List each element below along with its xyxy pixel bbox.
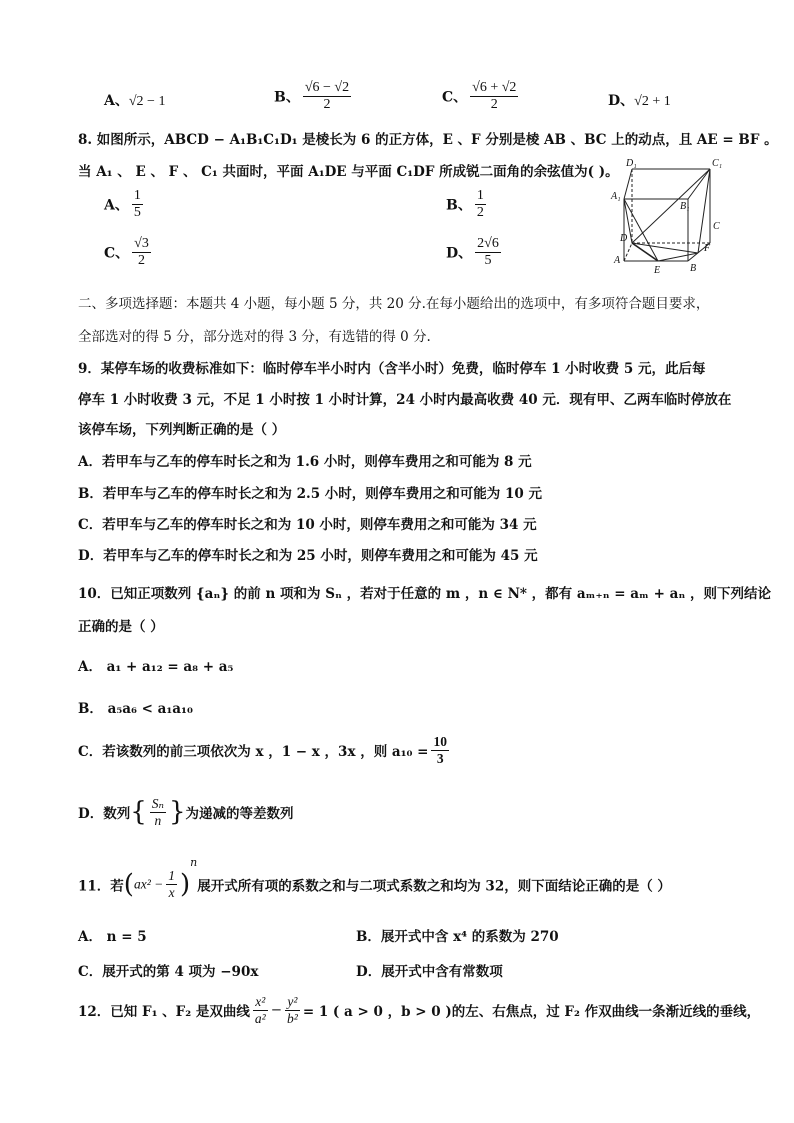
q11-pre: 11．若 [78, 878, 124, 895]
q9-line-3: 该停车场，下列判断正确的是（ ） [78, 422, 286, 438]
q11-option-c: C．展开式的第 4 项为 −90x [78, 964, 259, 980]
q7-option-b [274, 80, 354, 113]
cube-section-line [624, 199, 658, 261]
fig-label-f: F [704, 243, 711, 254]
q7-c-label: C、 [442, 89, 468, 106]
q8-d-label: D、 [446, 245, 473, 262]
cube-section-line [632, 169, 710, 243]
q8-a-fraction [132, 188, 143, 221]
q7-c-fraction [470, 80, 518, 113]
q8-line-2: 当 A₁ 、 E 、 F 、 C₁ 共面时，平面 A₁DE 与平面 C₁DF 所成锐二面角的余弦值为( )。 [78, 164, 619, 180]
fig-label-d1: D₁ [626, 158, 637, 169]
q10-option-d [78, 796, 294, 828]
cube-section-line [632, 243, 658, 261]
fig-label-c1: C₁ [712, 158, 723, 169]
q11-right-paren: ) [179, 869, 191, 900]
q8-c-den: 2 [138, 253, 145, 269]
q12-num-2: y² [285, 994, 300, 1011]
q12-stem [78, 994, 760, 1026]
q9-line-2: 停车 1 小时收费 3 元，不足 1 小时按 1 小时计算，24 小时内最高收费 40 元．现有甲、乙两车临时停放在 [78, 392, 732, 408]
q7-c-num: √6 + √2 [470, 80, 518, 97]
q11-expr: ax² − [133, 876, 164, 892]
cube-section-line [698, 169, 710, 253]
fig-label-a: A [614, 255, 621, 266]
q10-d-right-brace: } [169, 797, 186, 828]
section2-line-2: 全部选对的得 5 分，部分选对的得 3 分，有选错的得 0 分. [78, 329, 431, 345]
q8-c-fraction [132, 236, 151, 269]
fig-label-e: E [654, 265, 661, 276]
q11-frac-num: 1 [168, 868, 175, 884]
q10-c-text: C．若该数列的前三项依次为 x ，1 − x ，3x ，则 a₁₀ = [78, 744, 429, 761]
q12-fraction-x [253, 994, 268, 1026]
q8-b-den: 2 [476, 205, 484, 221]
q10-d-num: Sₙ [151, 796, 164, 811]
q10-line-2: 正确的是（ ） [78, 619, 164, 635]
q10-c-den: 3 [436, 750, 444, 766]
q11-option-d: D．展开式中含有常数项 [356, 964, 503, 980]
q11-option-b: B．展开式中含 x⁴ 的系数为 270 [356, 929, 559, 945]
q10-option-a: A． a₁ + a₁₂ = a₈ + a₅ [78, 659, 234, 675]
q9-option-b: B．若甲车与乙车的停车时长之和为 2.5 小时，则停车费用之和可能为 10 元 [78, 486, 542, 502]
q9-option-d: D．若甲车与乙车的停车时长之和为 25 小时，则停车费用之和可能为 45 元 [78, 548, 538, 564]
q8-b-label: B、 [446, 197, 472, 214]
q11-stem [78, 856, 671, 901]
q10-c-num: 10 [433, 734, 447, 749]
q8-option-a [104, 188, 146, 221]
q11-exponent: n [190, 856, 198, 869]
q12-den-2: b² [287, 1010, 298, 1026]
q11-post: 展开式所有项的系数之和与二项式系数之和均为 32，则下面结论正确的是（ ） [197, 878, 671, 895]
q9-option-a: A．若甲车与乙车的停车时长之和为 1.6 小时，则停车费用之和可能为 8 元 [78, 454, 532, 470]
q8-a-label: A、 [104, 197, 129, 214]
q12-num-1: x² [253, 994, 268, 1011]
fig-label-d: D [620, 233, 628, 244]
q10-d-pre: D．数列 [78, 806, 131, 823]
cube-section-line [658, 253, 698, 261]
q10-option-c [78, 734, 452, 766]
q11-left-paren: ( [123, 869, 134, 900]
fig-label-b1: B₁ [680, 201, 690, 212]
q7-b-num: √6 − √2 [303, 80, 351, 97]
q12-den-1: a² [254, 1010, 266, 1026]
fig-label-c: C [713, 221, 720, 232]
q8-d-den: 5 [484, 253, 492, 269]
q8-d-num: 2√6 [475, 236, 501, 253]
q10-d-post: 为递减的等差数列 [185, 806, 294, 823]
q7-b-den: 2 [323, 97, 331, 113]
q7-a-label: A、 [104, 93, 129, 109]
q8-a-den: 5 [133, 205, 141, 221]
q7-option-d [608, 90, 671, 110]
q10-c-fraction [431, 734, 449, 766]
q8-cube-figure [610, 155, 730, 277]
q8-c-num: √3 [132, 236, 151, 253]
q7-d-label: D、 [608, 93, 635, 109]
q12-fraction-y [285, 994, 300, 1026]
q8-option-c [104, 236, 154, 269]
q8-option-b [446, 188, 489, 221]
q11-fraction [166, 868, 177, 900]
q12-minus: − [270, 1002, 283, 1019]
q7-option-c [442, 80, 521, 113]
q10-d-left-brace: { [130, 797, 147, 828]
q7-c-den: 2 [490, 97, 498, 113]
q12-post: = 1 ( a > 0 ，b > 0 )的左、右焦点，过 F₂ 作双曲线一条渐近线的垂线， [302, 1004, 761, 1021]
q11-frac-den: x [168, 885, 175, 900]
cube-edge [624, 169, 632, 199]
q7-b-label: B、 [274, 89, 300, 106]
q8-a-num: 1 [132, 188, 143, 205]
q8-b-num: 1 [475, 188, 486, 205]
q7-option-a [104, 90, 165, 110]
q8-c-label: C、 [104, 245, 130, 262]
cube-hidden-edge [624, 243, 632, 261]
q7-b-fraction [303, 80, 351, 113]
q8-b-fraction [475, 188, 486, 221]
q10-option-b: B． a₅a₆ < a₁a₁₀ [78, 701, 193, 717]
q12-pre: 12．已知 F₁ 、F₂ 是双曲线 [78, 1004, 250, 1021]
fig-label-a1: A₁ [611, 191, 621, 202]
q7-d-value: √2 + 1 [634, 94, 671, 109]
q10-d-fraction [150, 796, 166, 828]
q11-option-a: A． n = 5 [78, 929, 147, 945]
q8-d-fraction [475, 236, 501, 269]
q7-a-value: √2 − 1 [128, 94, 166, 109]
q9-option-c: C．若甲车与乙车的停车时长之和为 10 小时，则停车费用之和可能为 34 元 [78, 517, 537, 533]
q10-line-1: 10．已知正项数列 {aₙ} 的前 n 项和为 Sₙ ，若对于任意的 m ，n ∈ N* ，都有 aₘ₊ₙ = aₘ + aₙ ，则下列结论 [78, 586, 772, 602]
fig-label-b: B [690, 263, 697, 274]
q10-d-den: n [154, 812, 162, 828]
section2-line-1: 二、多项选择题：本题共 4 小题，每小题 5 分，共 20 分.在每小题给出的选项中，有多项符合题目要求， [78, 296, 710, 312]
q9-line-1: 9．某停车场的收费标准如下：临时停车半小时内（含半小时）免费，临时停车 1 小时收费 5 元，此后每 [78, 361, 706, 377]
q8-line-1: 8. 如图所示，ABCD − A₁B₁C₁D₁ 是棱长为 6 的正方体，E 、F 分别是棱 AB 、BC 上的动点，且 AE = BF 。 [78, 132, 778, 148]
q8-option-d [446, 236, 504, 269]
